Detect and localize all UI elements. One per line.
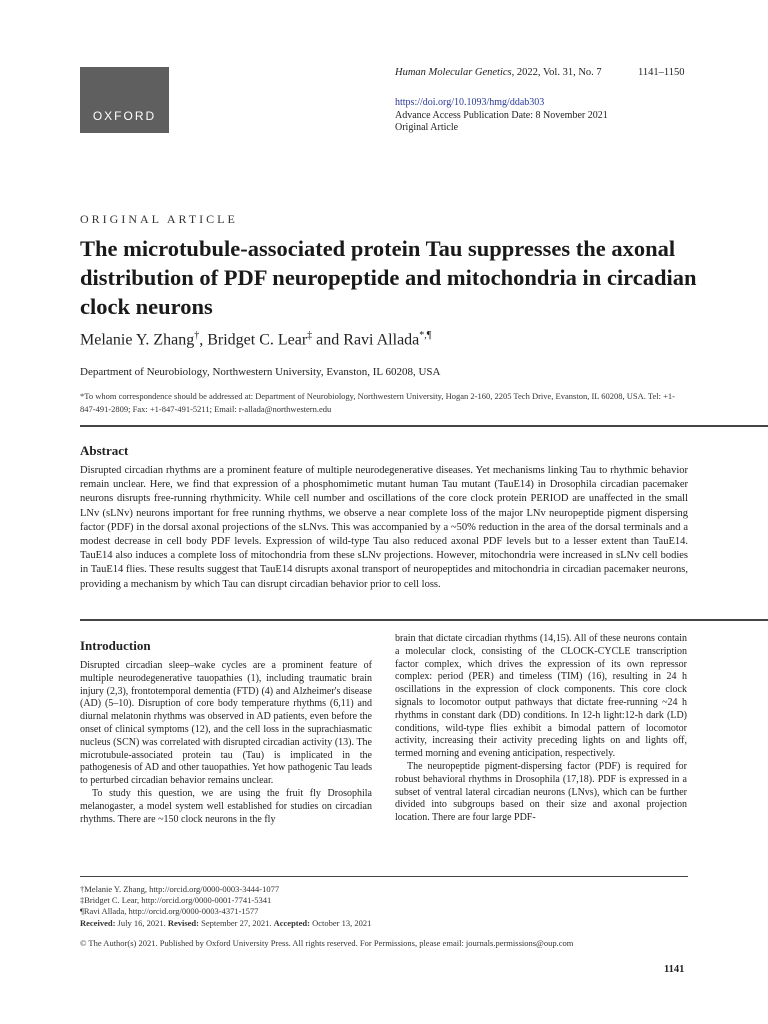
received-dates (80, 918, 371, 928)
paragraph: The neuropeptide pigment-dispersing factor (PDF) is required for robust behavioral rhythms in Drosophila (17,18). PDF is expressed in a subset of ventral lateral circadian neurons (LNvs), which can be further divided into subgroups based on their size and axonal projection location. There are four large PDF- (395, 760, 687, 824)
author-name: Melanie Y. Zhang (80, 331, 195, 349)
author-name: Ravi Allada (343, 331, 420, 349)
paper-title: The microtubule-associated protein Tau suppresses the axonal distribution of PDF neuropeptide and mitochondria in circadian clock neurons (80, 236, 697, 319)
accepted-date: October 13, 2021 (309, 918, 372, 928)
footnotes (80, 884, 279, 917)
footnote: ¶Ravi Allada, http://orcid.org/0000-0003-4371-1577 (80, 906, 259, 916)
footnote: ‡Bridget C. Lear, http://orcid.org/0000-0001-7741-5341 (80, 895, 272, 905)
author-mark: ‡ (307, 330, 313, 341)
revised-label: Revised: (167, 918, 199, 928)
correspondence-note: *To whom correspondence should be addressed at: Department of Neurobiology, Northwestern University, Hogan 2-160, 2205 Tech Drive, Evanston, IL 60208, USA. Tel: +1-847-491-2809; Fax: +1-847-491-5211; Email: r-allada@northwestern.edu (80, 391, 675, 414)
received-label: Received: (80, 918, 116, 928)
journal-name: Human Molecular Genetics (395, 67, 512, 78)
footnote-rule (80, 876, 688, 877)
abstract-heading: Abstract (80, 443, 129, 458)
abstract-bottom-rule (80, 619, 768, 621)
left-column (80, 660, 372, 826)
page-number: 1141 (664, 964, 685, 975)
paragraph: To study this question, we are using the fruit fly Drosophila melanogaster, a model system well established for studies on circadian rhythms. There are ~150 clock neurons in the fly (80, 787, 372, 825)
author-name: Bridget C. Lear (207, 331, 308, 349)
affiliation: Department of Neurobiology, Northwestern University, Evanston, IL 60208, USA (80, 366, 441, 378)
section-kicker: ORIGINAL ARTICLE (80, 212, 238, 226)
paragraph: Disrupted circadian sleep–wake cycles are a prominent feature of multiple neurodegenerative tauopathies (1), including traumatic brain injury (2,3), frontotemporal dementia (FTD) (4) and Alzheimer's disease (AD) (5–10). Disruption of core body temperature rhythms (6,11) and diurnal melatonin rhythms was observed in AD patients, even before the onset of clinical symptoms (12), and the cell loss in the suprachiasmatic nucleus (SCN) was correlated with disrupted circadian activity (13). The microtubule-associated protein tau (Tau) is implicated in the pathogenesis of AD and other tauopathies. Yet how pathogenic Tau leads to perturbed circadian behavior remains unclear. (80, 660, 372, 787)
author-separator: and (312, 331, 344, 349)
journal-citation (395, 66, 602, 79)
abstract-top-rule (80, 425, 768, 427)
author-list (80, 330, 431, 349)
page-range: 1141–1150 (638, 67, 685, 78)
paragraph: brain that dictate circadian rhythms (14,15). All of these neurons contain a molecular clock, consisting of the CLOCK-CYCLE transcription factor complex, which drives the expression of its own repressor complex: period (PER) and timeless (TIM) (16), resulting in 24 h oscillations in the expression of clock components. This core clock signals to locomotor output pathways that dictate free-running ~24 h rhythms in constant dark (DD) conditions. In 12-h light:12-h dark (LD) conditions, wild-type flies exhibit a bimodal pattern of locomotor activity, increasing their activity preceding lights on and lights off, termed morning and evening anticipation, respectively. (395, 633, 687, 760)
advance-access-date: Advance Access Publication Date: 8 November 2021 (395, 110, 608, 121)
author-mark: † (194, 330, 200, 341)
author-separator: , (199, 331, 208, 349)
abstract-text: Disrupted circadian rhythms are a prominent feature of multiple neurodegenerative diseases. Yet mechanisms linking Tau to rhythmic behavior remain unclear. Here, we find that expression of a phosphomimetic mutant human Tau mutant (TauE14) in Drosophila circadian pacemaker neurons disrupts free-running rhythmicity. While cell number and oscillations of the core clock protein PERIOD are unaffected in the small LNv (sLNv) neurons important for free running rhythms, we observe a near complete loss of the major LNv neuropeptide pigment dispersing factor (PDF) in the dorsal axonal projections of the sLNvs. This was accompanied by a ~50% reduction in the area of the dorsal terminals and a modest decrease in cell body PDF levels. Expression of wild-type Tau also reduced axonal PDF levels but to a lesser extent than TauE14. TauE14 also induces a complete loss of mitochondria from these sLNv projections. However, mitochondria were increased in sLNv cell bodies in TauE14 flies. These results suggest that TauE14 disrupts axonal transport of neuropeptides and mitochondria in circadian pacemaker neurons, providing a mechanism by which Tau can disrupt circadian behavior prior to cell loss. (80, 465, 688, 590)
oxford-logo: OXFORD (80, 67, 169, 133)
received-date: July 16, 2021. (115, 918, 168, 928)
introduction-heading: Introduction (80, 638, 151, 653)
accepted-label: Accepted: (273, 918, 310, 928)
revised-date: September 27, 2021. (199, 918, 274, 928)
right-column (395, 633, 687, 825)
copyright-notice: © The Author(s) 2021. Published by Oxford University Press. All rights reserved. For Permissions, please email: journals.permissions@oup.com (80, 938, 574, 948)
journal-volume: , 2022, Vol. 31, No. 7 (511, 67, 602, 78)
article-type: Original Article (395, 122, 459, 133)
author-mark: *,¶ (419, 330, 432, 341)
footnote: †Melanie Y. Zhang, http://orcid.org/0000-0003-3444-1077 (80, 884, 280, 894)
doi-link[interactable]: https://doi.org/10.1093/hmg/ddab303 (395, 97, 545, 108)
